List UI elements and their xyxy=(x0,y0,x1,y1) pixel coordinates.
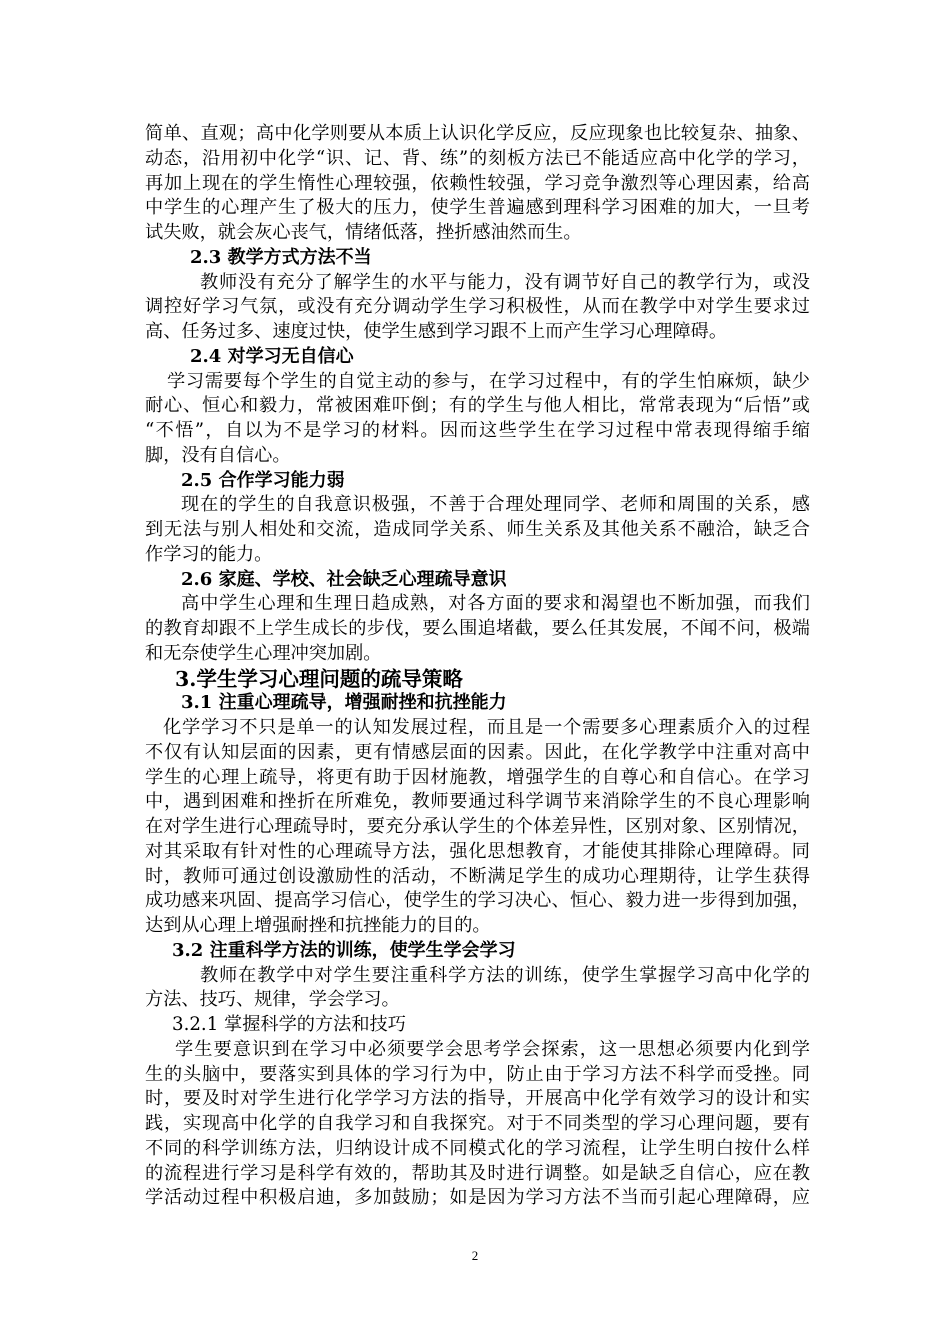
body-text-line: 生的头脑中，要落实到具体的学习行为中，防止由于学习方法不科学而受挫。同 xyxy=(145,1063,810,1085)
body-text-line: 方法、技巧、规律，学会学习。 xyxy=(145,989,400,1011)
body-text-line: 中，遇到困难和挫折在所难免，教师要通过科学调节来消除学生的不良心理影响 xyxy=(145,791,810,813)
body-text-line: “不悟”，自以为不是学习的材料。因而这些学生在学习过程中常表现得缩手缩 xyxy=(145,420,810,441)
body-text-line: 教师在教学中对学生要注重科学方法的训练，使学生掌握学习高中化学的 xyxy=(200,964,810,986)
body-text-line: 在对学生进行心理疏导时，要充分承认学生的个体差异性，区别对象、区别情况， xyxy=(145,816,810,837)
body-text-line: 调控好学习气氛，或没有充分调动学生学习积极性，从而在教学中对学生要求过 xyxy=(145,296,810,318)
body-text-line: 学生的心理上疏导，将更有助于因材施教，增强学生的自尊心和自信心。在学习 xyxy=(145,766,810,788)
body-text-line: 和无奈使学生心理冲突加剧。 xyxy=(145,642,382,664)
body-text-line: 现在的学生的自我意识极强，不善于合理处理同学、老师和周围的关系，感 xyxy=(181,494,810,516)
body-text-line: 化学学习不只是单一的认知发展过程，而且是一个需要多心理素质介入的过程 xyxy=(163,717,810,738)
body-text-line: 中学生的心理产生了极大的压力，使学生普遍感到理科学习困难的加大，一旦考 xyxy=(145,197,810,219)
section-heading-2-6: 2.6 家庭、学校、社会缺乏心理疏导意识 xyxy=(181,568,507,590)
subsection-heading-3-2-1: 3.2.1 掌握科学的方法和技巧 xyxy=(172,1014,406,1035)
body-text-line: 高、任务过多、速度过快，使学生感到学习跟不上而产生学习心理障碍。 xyxy=(145,321,728,342)
body-text-line: 作学习的能力。 xyxy=(145,543,273,565)
body-text-line: 时，要及时对学生进行化学学习方法的指导，开展高中化学有效学习的设计和实 xyxy=(145,1088,810,1110)
body-text-line: 教师没有充分了解学生的水平与能力，没有调节好自己的教学行为，或没 xyxy=(200,271,810,293)
body-text-line: 试失败，就会灰心丧气，情绪低落，挫折感油然而生。 xyxy=(145,222,582,243)
body-text-line: 成功感来巩固、提高学习信心，使学生的学习决心、恒心、毅力进一步得到加强， xyxy=(145,890,810,912)
body-text-line: 学习需要每个学生的自觉主动的参与，在学习过程中，有的学生怕麻烦，缺少 xyxy=(167,370,810,392)
body-text-line: 不仅有认知层面的因素，更有情感层面的因素。因此，在化学教学中注重对高中 xyxy=(145,741,810,763)
body-text-line: 高中学生心理和生理日趋成熟，对各方面的要求和渴望也不断加强，而我们 xyxy=(181,593,810,615)
body-text-line: 对其采取有针对性的心理疏导方法，强化思想教育，才能使其排除心理障碍。同 xyxy=(145,840,810,862)
body-text-line: 脚，没有自信心。 xyxy=(145,444,291,466)
body-text-line: 到无法与别人相处和交流，造成同学关系、师生关系及其他关系不融洽，缺乏合 xyxy=(145,519,810,540)
chapter-heading-3: 3.学生学习心理问题的疏导策略 xyxy=(175,666,463,691)
body-text-line: 时，教师可通过创设激励性的活动，不断满足学生的成功心理期待，让学生获得 xyxy=(145,865,810,887)
body-text-line: 动态，沿用初中化学“识、记、背、练”的刻板方法已不能适应高中化学的学习， xyxy=(145,147,810,169)
page-number: 2 xyxy=(471,1248,479,1263)
body-text-line: 耐心、恒心和毅力，常被困难吓倒；有的学生与他人相比，常常表现为“后悟”或 xyxy=(145,395,810,417)
section-heading-2-5: 2.5 合作学习能力弱 xyxy=(181,469,345,491)
body-text-line: 的流程进行学习是科学有效的，帮助其及时进行调整。如是缺乏自信心，应在教 xyxy=(145,1162,810,1184)
section-heading-3-1: 3.1 注重心理疏导，增强耐挫和抗挫能力 xyxy=(181,692,507,714)
body-text-line: 再加上现在的学生惰性心理较强，依赖性较强，学习竞争激烈等心理因素，给高 xyxy=(145,172,810,194)
section-heading-3-2: 3.2 注重科学方法的训练，使学生学会学习 xyxy=(172,939,516,961)
body-text-line: 学生要意识到在学习中必须要学会思考学会探索，这一思想必须要内化到学 xyxy=(175,1038,810,1060)
body-text-line: 不同的科学训练方法，归纳设计成不同模式化的学习流程，让学生明白按什么样 xyxy=(145,1137,810,1159)
body-text-line: 学活动过程中积极启迪，多加鼓励；如是因为学习方法不当而引起心理障碍，应 xyxy=(145,1187,810,1209)
body-text-line: 简单、直观；高中化学则要从本质上认识化学反应，反应现象也比较复杂、抽象、 xyxy=(145,123,810,144)
body-text-line: 达到从心理上增强耐挫和抗挫能力的目的。 xyxy=(145,915,491,936)
section-heading-2-4: 2.4 对学习无自信心 xyxy=(190,345,354,367)
body-text-line: 践，实现高中化学的自我学习和自我探究。对于不同类型的学习心理问题，要有 xyxy=(145,1113,810,1134)
section-heading-2-3: 2.3 教学方式方法不当 xyxy=(190,246,372,268)
body-text-line: 的教育却跟不上学生成长的步伐，要么围追堵截，要么任其发展，不闻不问，极端 xyxy=(145,618,810,639)
